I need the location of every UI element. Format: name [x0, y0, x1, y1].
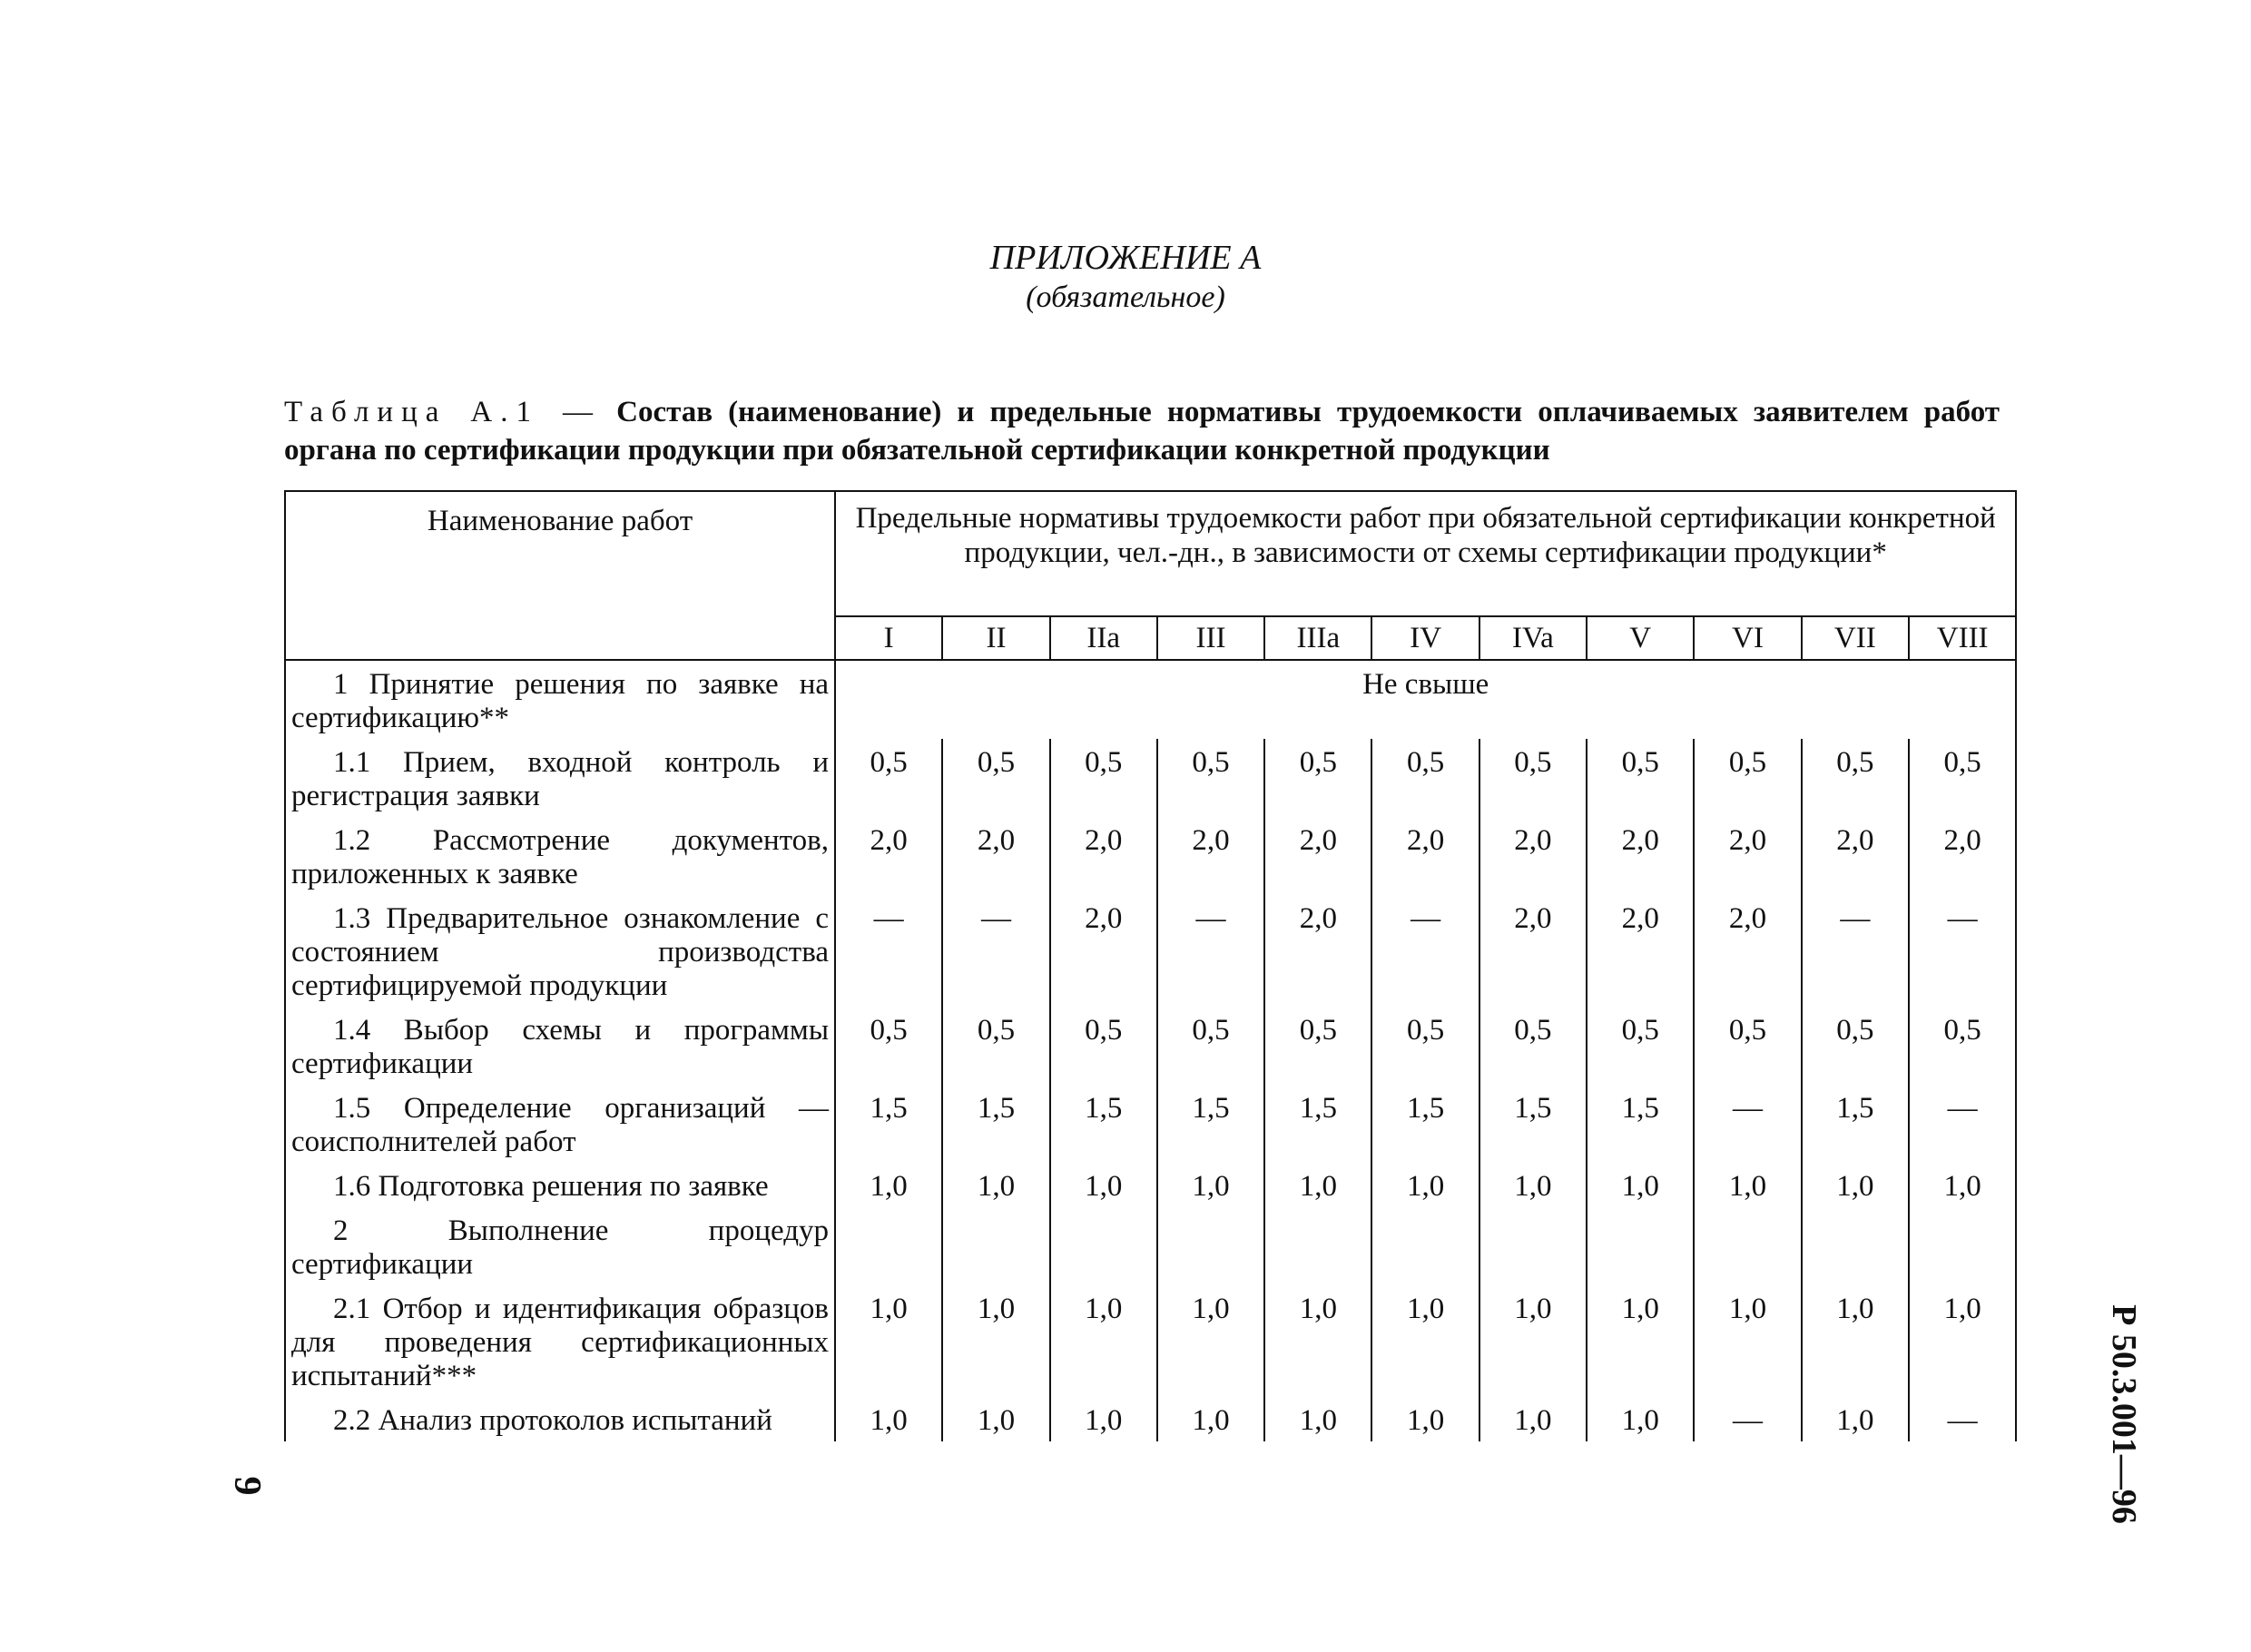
- norm-value-cell: 0,5: [1802, 739, 1909, 817]
- norm-value-cell: 1,0: [1802, 1163, 1909, 1207]
- norm-value-cell: 1,5: [1157, 1085, 1264, 1163]
- norm-value-cell: —: [1694, 1397, 1801, 1441]
- not-above-note: Не свыше: [835, 660, 2016, 739]
- norm-value-cell: 1,0: [1264, 1397, 1371, 1441]
- norm-value-cell: 0,5: [1909, 739, 2016, 817]
- norm-value-cell: 1,0: [1050, 1163, 1157, 1207]
- norm-value-cell: [1479, 1207, 1587, 1285]
- norm-value-cell: —: [1371, 895, 1479, 1007]
- norm-value-cell: 1,5: [1802, 1085, 1909, 1163]
- norm-value-cell: 0,5: [1264, 1007, 1371, 1085]
- norm-value-cell: 0,5: [1479, 1007, 1587, 1085]
- appendix-title: ПРИЛОЖЕНИЕ А: [989, 239, 1262, 277]
- table-caption: [284, 393, 2000, 469]
- norm-value-cell: 1,5: [1264, 1085, 1371, 1163]
- work-name-cell: 1.4 Выбор схемы и программы сертификации: [285, 1007, 835, 1085]
- norm-value-cell: —: [1802, 895, 1909, 1007]
- norm-value-cell: 1,0: [835, 1285, 942, 1397]
- norm-value-cell: 1,0: [1371, 1285, 1479, 1397]
- norm-value-cell: 2,0: [1479, 895, 1587, 1007]
- norm-value-cell: 0,5: [1802, 1007, 1909, 1085]
- norm-value-cell: 1,0: [942, 1163, 1049, 1207]
- norm-value-cell: 0,5: [942, 739, 1049, 817]
- norm-value-cell: 1,0: [1264, 1285, 1371, 1397]
- scheme-header: IIa: [1050, 616, 1157, 660]
- norm-value-cell: 0,5: [942, 1007, 1049, 1085]
- norm-value-cell: 1,0: [1479, 1397, 1587, 1441]
- norm-value-cell: 0,5: [1050, 739, 1157, 817]
- scheme-header: IVa: [1479, 616, 1587, 660]
- work-name-cell: 2.1 Отбор и идентификация образцов для проведения сертификационных испытаний***: [285, 1285, 835, 1397]
- norm-value-cell: 1,0: [1479, 1163, 1587, 1207]
- labor-norms-table-wrapper: [284, 490, 2015, 1441]
- norm-value-cell: 0,5: [1050, 1007, 1157, 1085]
- norm-value-cell: —: [1157, 895, 1264, 1007]
- table-row: [285, 739, 2016, 817]
- norm-value-cell: 0,5: [1909, 1007, 2016, 1085]
- norm-value-cell: 1,0: [1909, 1285, 2016, 1397]
- norm-value-cell: [1802, 1207, 1909, 1285]
- header-work-name: Наименование работ: [285, 491, 835, 660]
- norm-value-cell: 1,0: [1050, 1397, 1157, 1441]
- work-name-cell: 1.2 Рассмотрение документов, приложенных к заявке: [285, 817, 835, 895]
- norm-value-cell: 1,0: [835, 1163, 942, 1207]
- norm-value-cell: 2,0: [1050, 817, 1157, 895]
- norm-value-cell: —: [1909, 1085, 2016, 1163]
- table-row: [285, 1007, 2016, 1085]
- norm-value-cell: 1,0: [1479, 1285, 1587, 1397]
- norm-value-cell: 1,0: [1587, 1397, 1694, 1441]
- norm-value-cell: 1,5: [1050, 1085, 1157, 1163]
- norm-value-cell: 0,5: [1694, 739, 1801, 817]
- norm-value-cell: 2,0: [942, 817, 1049, 895]
- scheme-header: IIIa: [1264, 616, 1371, 660]
- norm-value-cell: —: [1909, 895, 2016, 1007]
- norm-value-cell: [1587, 1207, 1694, 1285]
- table-row: [285, 817, 2016, 895]
- scheme-header: IV: [1371, 616, 1479, 660]
- table-row: [285, 1085, 2016, 1163]
- norm-value-cell: [1909, 1207, 2016, 1285]
- norm-value-cell: 1,5: [1371, 1085, 1479, 1163]
- table-caption-lead: Таблица А.1 —: [284, 396, 602, 428]
- scheme-header: II: [942, 616, 1049, 660]
- work-name-cell: 2 Выполнение процедур сертификации: [285, 1207, 835, 1285]
- norm-value-cell: 2,0: [1802, 817, 1909, 895]
- norm-value-cell: 0,5: [1587, 1007, 1694, 1085]
- table-row: [285, 660, 2016, 739]
- table-row: [285, 1207, 2016, 1285]
- norm-value-cell: 2,0: [1157, 817, 1264, 895]
- norm-value-cell: [835, 1207, 942, 1285]
- norm-value-cell: 1,0: [1371, 1163, 1479, 1207]
- document-code: [2033, 1296, 2215, 1532]
- norm-value-cell: 0,5: [835, 739, 942, 817]
- norm-value-cell: [1264, 1207, 1371, 1285]
- norm-value-cell: 0,5: [1157, 739, 1264, 817]
- norm-value-cell: 2,0: [1371, 817, 1479, 895]
- norm-value-cell: 2,0: [1909, 817, 2016, 895]
- norm-value-cell: 0,5: [1694, 1007, 1801, 1085]
- norm-value-cell: 1,0: [1587, 1285, 1694, 1397]
- norm-value-cell: 1,0: [1157, 1285, 1264, 1397]
- norm-value-cell: 2,0: [1264, 817, 1371, 895]
- document-code-text: Р 50.3.001—96: [2105, 1304, 2143, 1524]
- work-name-cell: 1.5 Определение организаций — соисполнителей работ: [285, 1085, 835, 1163]
- norm-value-cell: 1,0: [1264, 1163, 1371, 1207]
- norm-value-cell: 1,5: [1479, 1085, 1587, 1163]
- scheme-header: VI: [1694, 616, 1801, 660]
- norm-value-cell: 0,5: [835, 1007, 942, 1085]
- norm-value-cell: 2,0: [1694, 895, 1801, 1007]
- scheme-header: I: [835, 616, 942, 660]
- norm-value-cell: 2,0: [1694, 817, 1801, 895]
- norm-value-cell: [1694, 1207, 1801, 1285]
- norm-value-cell: 0,5: [1371, 739, 1479, 817]
- norm-value-cell: 1,0: [1157, 1163, 1264, 1207]
- table-body: [285, 660, 2016, 1441]
- norm-value-cell: [942, 1207, 1049, 1285]
- norm-value-cell: —: [942, 895, 1049, 1007]
- norm-value-cell: 0,5: [1587, 739, 1694, 817]
- norm-value-cell: 1,0: [1802, 1285, 1909, 1397]
- norm-value-cell: 1,0: [1050, 1285, 1157, 1397]
- norm-value-cell: 1,0: [1157, 1397, 1264, 1441]
- norm-value-cell: 1,5: [942, 1085, 1049, 1163]
- norm-value-cell: —: [835, 895, 942, 1007]
- work-name-cell: 1 Принятие решения по заявке на сертификацию**: [285, 660, 835, 739]
- work-name-cell: 1.1 Прием, входной контроль и регистрация заявки: [285, 739, 835, 817]
- work-name-cell: 2.2 Анализ протоколов испытаний: [285, 1397, 835, 1441]
- norm-value-cell: 1,0: [1802, 1397, 1909, 1441]
- norm-value-cell: —: [1909, 1397, 2016, 1441]
- table-row: [285, 1285, 2016, 1397]
- norm-value-cell: [1050, 1207, 1157, 1285]
- appendix-subtitle: (обязательное): [1026, 280, 1225, 314]
- norm-value-cell: 2,0: [1479, 817, 1587, 895]
- norm-value-cell: —: [1694, 1085, 1801, 1163]
- scheme-header: III: [1157, 616, 1264, 660]
- norm-value-cell: 1,0: [835, 1397, 942, 1441]
- norm-value-cell: 1,0: [1587, 1163, 1694, 1207]
- norm-value-cell: 2,0: [1050, 895, 1157, 1007]
- page-number: [226, 1463, 268, 1509]
- scheme-header: VIII: [1909, 616, 2016, 660]
- norm-value-cell: 2,0: [1264, 895, 1371, 1007]
- norm-value-cell: 0,5: [1479, 739, 1587, 817]
- norm-value-cell: 1,0: [1371, 1397, 1479, 1441]
- page-number-text: 9: [226, 1476, 268, 1496]
- scheme-header: VII: [1802, 616, 1909, 660]
- labor-norms-table: [284, 490, 2017, 1441]
- norm-value-cell: 1,5: [835, 1085, 942, 1163]
- norm-value-cell: 1,0: [942, 1285, 1049, 1397]
- norm-value-cell: 0,5: [1264, 739, 1371, 817]
- norm-value-cell: 0,5: [1157, 1007, 1264, 1085]
- work-name-cell: 1.3 Предварительное ознакомление с состоянием производства сертифицируемой продукции: [285, 895, 835, 1007]
- norm-value-cell: 1,0: [1694, 1285, 1801, 1397]
- norm-value-cell: 1,0: [1909, 1163, 2016, 1207]
- norm-value-cell: 1,0: [942, 1397, 1049, 1441]
- norm-value-cell: 1,5: [1587, 1085, 1694, 1163]
- norm-value-cell: [1371, 1207, 1479, 1285]
- norm-value-cell: 2,0: [1587, 817, 1694, 895]
- header-norms-group: Предельные нормативы трудоемкости работ при обязательной сертификации конкретной продукции, чел.-дн., в зависимости от схемы сертификации продукции*: [835, 491, 2016, 616]
- norm-value-cell: 0,5: [1371, 1007, 1479, 1085]
- table-row: [285, 1397, 2016, 1441]
- work-name-cell: 1.6 Подготовка решения по заявке: [285, 1163, 835, 1207]
- table-row: [285, 1163, 2016, 1207]
- table-caption-text: Состав (наименование) и предельные нормативы трудоемкости оплачиваемых заявителем работ органа по сертификации продукции при обязательной сертификации конкретной продукции: [284, 396, 2000, 467]
- norm-value-cell: [1157, 1207, 1264, 1285]
- scheme-header: V: [1587, 616, 1694, 660]
- norm-value-cell: 2,0: [835, 817, 942, 895]
- norm-value-cell: 1,0: [1694, 1163, 1801, 1207]
- norm-value-cell: 2,0: [1587, 895, 1694, 1007]
- table-row: [285, 895, 2016, 1007]
